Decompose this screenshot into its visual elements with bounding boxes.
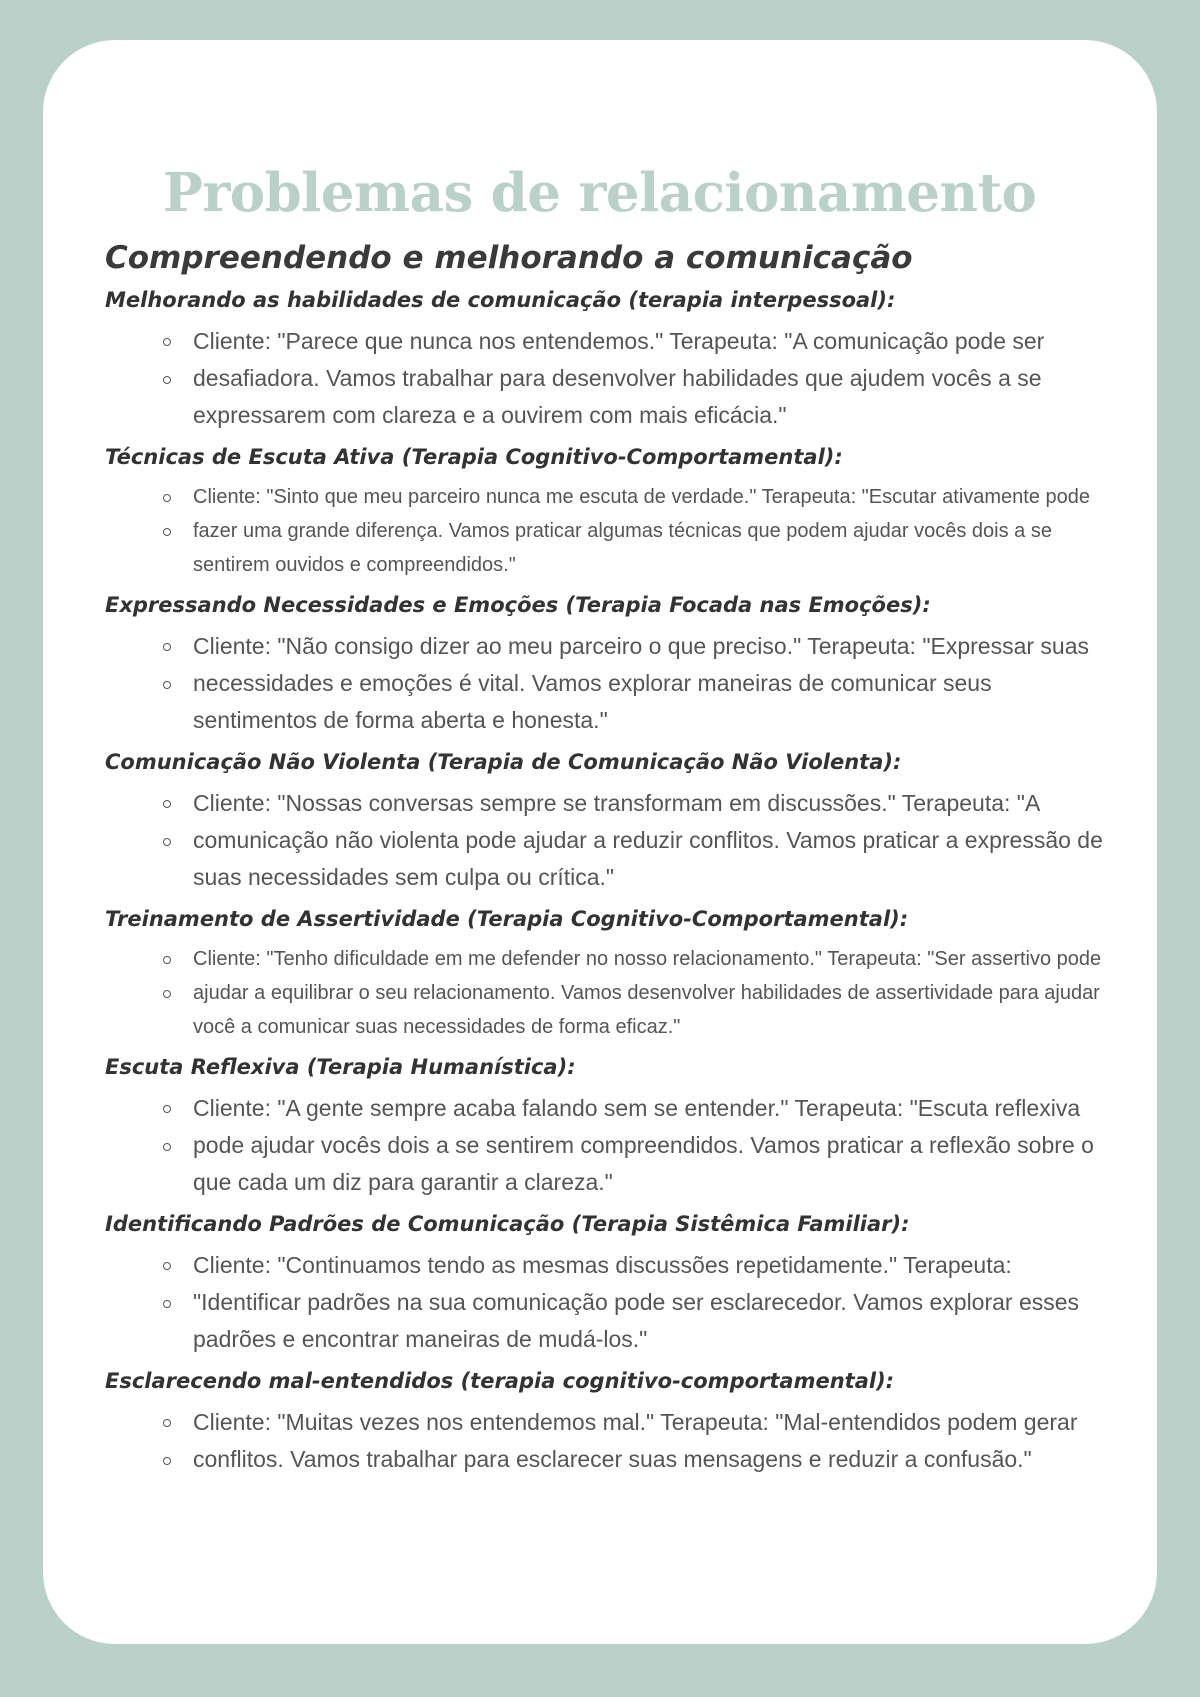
dialogue-text: Cliente: "Não consigo dizer ao meu parceiro o que preciso." Terapeuta: "Expressar suas necessidades e emoções é vital. Vamos explorar maneiras de comunicar seus sentimentos de forma aberta e honesta." [193, 633, 1089, 733]
dialogue-text: Cliente: "Sinto que meu parceiro nunca me escuta de verdade." Terapeuta: "Escutar ativamente pode fazer uma grande diferença. Vamos praticar algumas técnicas que podem ajudar vocês dois a se sentirem ouvidos e compreendidos." [193, 486, 1091, 576]
document-card [43, 40, 1157, 1644]
topic-title: Esclarecendo mal-entendidos (terapia cognitivo-comportamental): [105, 1369, 895, 1393]
dialogue-item [105, 480, 1115, 582]
section-heading: Compreendendo e melhorando a comunicação [105, 240, 913, 276]
topic-title: Treinamento de Assertividade (Terapia Cognitivo-Comportamental): [105, 907, 909, 931]
dialogue-item [105, 785, 1115, 896]
circle-bullet-icon [163, 1105, 171, 1113]
circle-bullet-icon [163, 1143, 171, 1151]
dialogue-item [105, 1247, 1115, 1358]
dialogue-item [105, 628, 1115, 739]
topic-title: Comunicação Não Violenta (Terapia de Comunicação Não Violenta): [105, 750, 902, 774]
circle-bullet-icon [163, 1419, 171, 1427]
circle-bullet-icon [163, 838, 171, 846]
circle-bullet-icon [163, 990, 171, 998]
circle-bullet-icon [163, 528, 171, 536]
dialogue-text: Cliente: "A gente sempre acaba falando sem se entender." Terapeuta: "Escuta reflexiva pode ajudar vocês dois a se sentirem compreendidos. Vamos praticar a reflexão sobre o que cada um diz para garantir a clareza." [193, 1095, 1094, 1195]
dialogue-item [105, 1090, 1115, 1201]
topic-title: Expressando Necessidades e Emoções (Terapia Focada nas Emoções): [105, 593, 931, 617]
topic-assertiveness [105, 904, 1115, 1044]
circle-bullet-icon [163, 1262, 171, 1270]
topic-active-listening [105, 442, 1115, 582]
topics-list [105, 285, 1115, 1486]
circle-bullet-icon [163, 800, 171, 808]
dialogue-item [105, 1404, 1115, 1478]
dialogue-text: Cliente: "Nossas conversas sempre se transformam em discussões." Terapeuta: "A comunicação não violenta pode ajudar a reduzir conflitos. Vamos praticar a expressão de suas necessidades sem culpa ou crítica." [193, 790, 1103, 890]
circle-bullet-icon [163, 376, 171, 384]
circle-bullet-icon [163, 643, 171, 651]
circle-bullet-icon [163, 681, 171, 689]
circle-bullet-icon [163, 1457, 171, 1465]
dialogue-text: Cliente: "Continuamos tendo as mesmas discussões repetidamente." Terapeuta: "Identificar padrões na sua comunicação pode ser esclarecedor. Vamos explorar esses padrões e encontrar maneiras de mudá-los." [193, 1252, 1080, 1352]
dialogue-item [105, 323, 1115, 434]
topic-communication-skills [105, 285, 1115, 434]
topic-misunderstandings [105, 1366, 1115, 1478]
topic-title: Identificando Padrões de Comunicação (Terapia Sistêmica Familiar): [105, 1212, 910, 1236]
topic-reflective-listening [105, 1052, 1115, 1201]
topic-title: Escuta Reflexiva (Terapia Humanística): [105, 1055, 576, 1079]
topic-nonviolent-communication [105, 747, 1115, 896]
circle-bullet-icon [163, 494, 171, 502]
circle-bullet-icon [163, 338, 171, 346]
dialogue-text: Cliente: "Parece que nunca nos entendemos." Terapeuta: "A comunicação pode ser desafiadora. Vamos trabalhar para desenvolver habilidades que ajudem vocês a se expressarem com clareza e a ouvirem com mais eficácia." [193, 328, 1045, 428]
topic-communication-patterns [105, 1209, 1115, 1358]
topic-expressing-needs [105, 590, 1115, 739]
dialogue-text: Cliente: "Tenho dificuldade em me defender no nosso relacionamento." Terapeuta: "Ser assertivo pode ajudar a equilibrar o seu relacionamento. Vamos desenvolver habilidades de assertividade para ajudar você a comunicar suas necessidades de forma eficaz." [193, 948, 1102, 1038]
page-title: Problemas de relacionamento [163, 162, 1037, 224]
topic-title: Melhorando as habilidades de comunicação (terapia interpessoal): [105, 288, 896, 312]
dialogue-item [105, 942, 1115, 1044]
circle-bullet-icon [163, 956, 171, 964]
dialogue-text: Cliente: "Muitas vezes nos entendemos mal." Terapeuta: "Mal-entendidos podem gerar conflitos. Vamos trabalhar para esclarecer suas mensagens e reduzir a confusão." [193, 1409, 1078, 1472]
topic-title: Técnicas de Escuta Ativa (Terapia Cognitivo-Comportamental): [105, 445, 843, 469]
circle-bullet-icon [163, 1300, 171, 1308]
